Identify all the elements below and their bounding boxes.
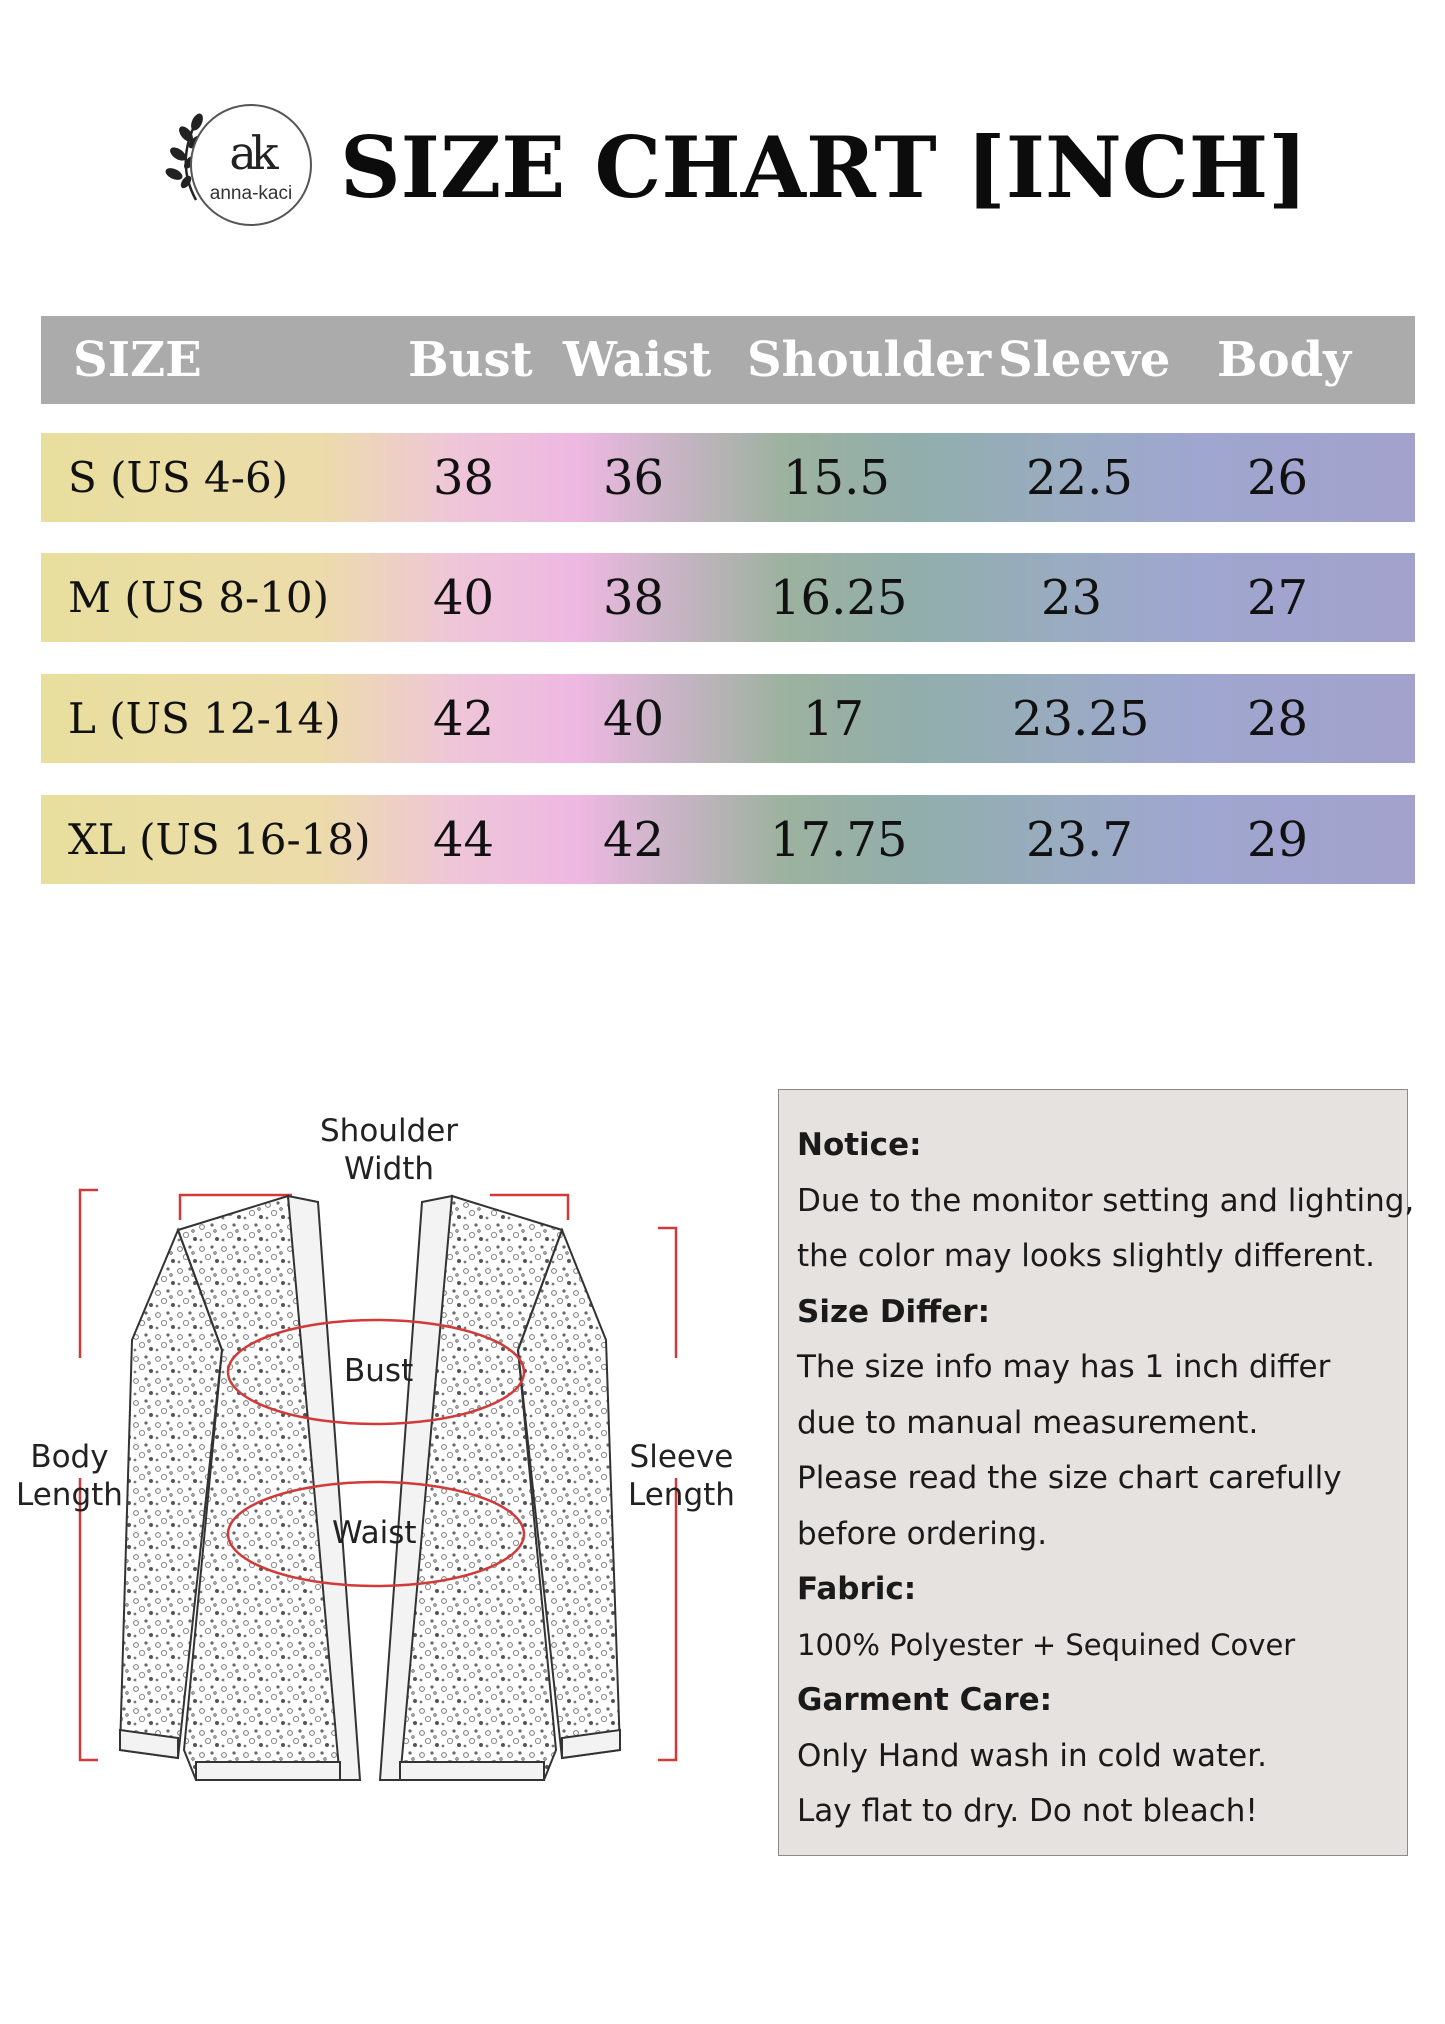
notice-line-heading: Notice:: [797, 1127, 922, 1163]
cell-waist: 42: [603, 811, 665, 868]
cell-shoulder: 17.75: [770, 811, 908, 868]
cell-waist: 40: [603, 690, 665, 747]
cell-size: XL (US 16-18): [68, 815, 371, 864]
logo-circle: [190, 104, 312, 226]
cell-body: 28: [1247, 690, 1309, 747]
cell-shoulder: 16.25: [770, 569, 908, 626]
cell-shoulder: 15.5: [783, 449, 890, 506]
cell-bust: 44: [433, 811, 495, 868]
notice-line: Due to the monitor setting and lighting,: [797, 1182, 1415, 1219]
notice-line: Please read the size chart carefully: [797, 1460, 1342, 1496]
cell-body: 27: [1247, 569, 1309, 626]
cell-sleeve: 22.5: [1026, 449, 1133, 506]
header-body: Body: [1217, 332, 1352, 388]
cell-sleeve: 23.7: [1026, 811, 1133, 868]
notice-line: Lay flat to dry. Do not bleach!: [797, 1793, 1258, 1829]
cell-body: 26: [1247, 449, 1309, 506]
cell-waist: 38: [603, 569, 665, 626]
notice-line: 100% Polyester + Sequined Cover: [797, 1627, 1296, 1662]
header-size: SIZE: [73, 332, 202, 388]
cell-bust: 38: [433, 449, 495, 506]
cell-shoulder: 17: [803, 690, 865, 747]
cell-size: S (US 4-6): [68, 453, 289, 502]
brand-logo: [162, 102, 312, 240]
notice-line: The size info may has 1 inch differ: [797, 1349, 1331, 1385]
label-sleeve-line-2: Length: [628, 1477, 735, 1513]
table-row: [41, 433, 1415, 522]
logo-wordmark: anna-kaci: [209, 183, 293, 204]
label-bust: Bust: [344, 1353, 414, 1389]
label-body-length: [16, 1438, 123, 1514]
cell-waist: 36: [603, 449, 665, 506]
table-header: [41, 316, 1415, 404]
label-shoulder-line-2: Width: [343, 1151, 435, 1187]
notice-line: before ordering.: [797, 1515, 1048, 1552]
cell-sleeve: 23: [1041, 569, 1103, 626]
cell-bust: 40: [433, 569, 495, 626]
logo-mark: ak: [229, 126, 273, 180]
page-title: SIZE CHART [INCH]: [340, 118, 1308, 217]
notice-line-heading: Size Differ:: [797, 1293, 990, 1330]
cell-body: 29: [1247, 811, 1309, 868]
cell-bust: 42: [433, 690, 495, 747]
table-row: [41, 795, 1415, 884]
label-shoulder-width: [320, 1112, 458, 1188]
label-sleeve-line-1: Sleeve: [629, 1439, 734, 1475]
label-sleeve-length: [628, 1438, 735, 1514]
notice-line-heading: Fabric:: [797, 1571, 917, 1607]
notice-line: the color may looks slightly different.: [797, 1238, 1375, 1274]
header-waist: Waist: [563, 332, 712, 388]
label-body-line-2: Length: [16, 1477, 123, 1513]
measurement-diagram: [0, 1090, 760, 1850]
header-sleeve: Sleeve: [998, 332, 1171, 388]
label-body-line-1: Body: [30, 1439, 109, 1475]
label-waist: Waist: [332, 1515, 417, 1551]
notice-box: [778, 1089, 1415, 1856]
table-row: [41, 674, 1415, 763]
cell-size: M (US 8-10): [68, 573, 330, 622]
cell-size: L (US 12-14): [68, 694, 341, 743]
notice-line: Only Hand wash in cold water.: [797, 1737, 1267, 1774]
cell-sleeve: 23.25: [1012, 690, 1150, 747]
header-shoulder: Shoulder: [747, 332, 992, 388]
label-shoulder-line-1: Shoulder: [320, 1113, 459, 1149]
table-row: [41, 553, 1415, 642]
notice-line-heading: Garment Care:: [797, 1682, 1053, 1718]
header-bust: Bust: [408, 332, 533, 388]
notice-line: due to manual measurement.: [797, 1404, 1259, 1441]
